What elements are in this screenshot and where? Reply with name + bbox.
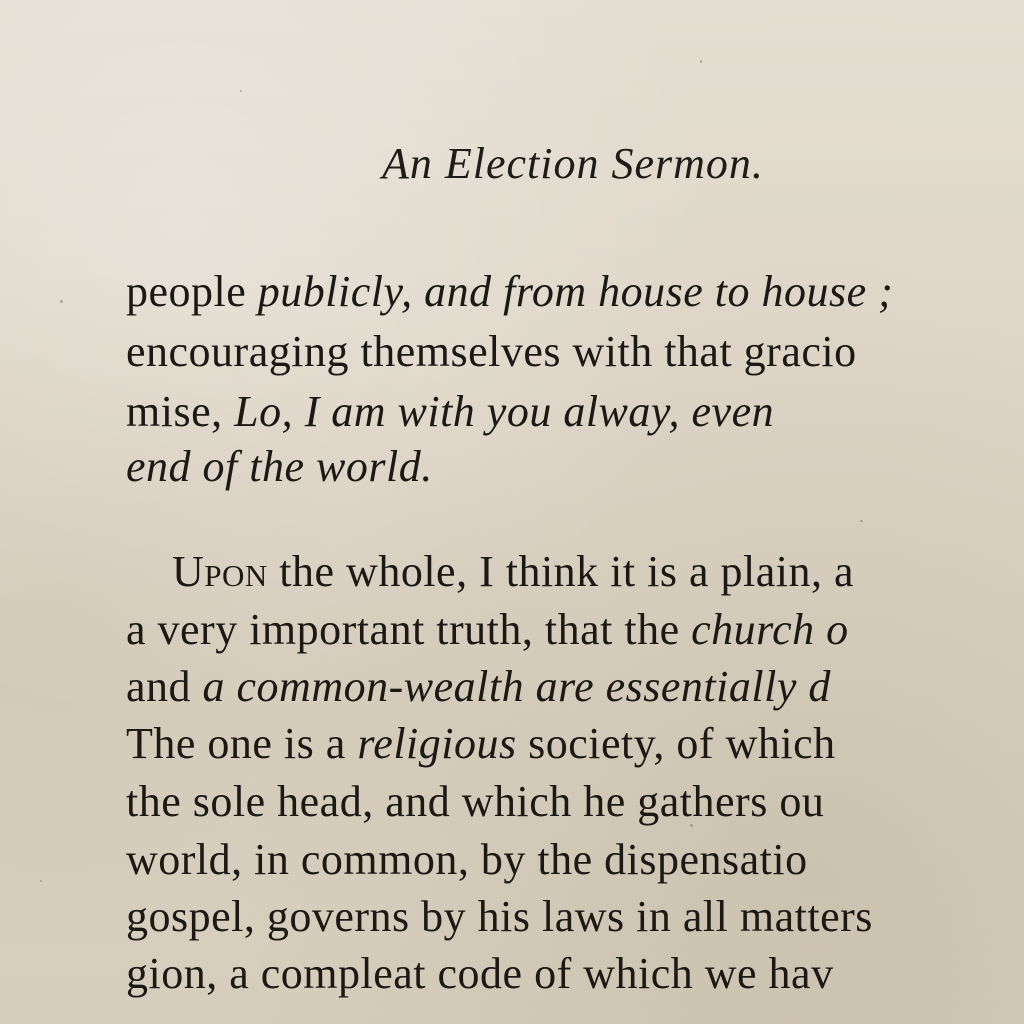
text-line <box>172 547 855 596</box>
text-span: and <box>126 662 203 711</box>
paper-speck <box>700 60 702 63</box>
small-caps-opening-word: Upon <box>172 547 268 596</box>
text-span: society, of which <box>516 719 836 768</box>
text-line <box>126 605 849 654</box>
paper-speck <box>40 880 42 882</box>
text-span: The one is a <box>126 719 358 768</box>
text-span: gospel, governs by his laws in all matters <box>126 892 873 941</box>
italic-text-span: Lo, I am with you alway, even <box>234 387 775 436</box>
text-line <box>126 892 873 941</box>
text-line <box>126 442 433 491</box>
text-span: encouraging themselves with that gracio <box>126 327 857 376</box>
text-span: world, in common, by the dispensatio <box>126 835 808 884</box>
italic-text-span: a common-wealth are essentially d <box>202 662 831 711</box>
text-span: gion, a compleat code of which we hav <box>126 949 834 998</box>
italic-text-span: end of the world. <box>126 442 433 491</box>
paper-speck <box>240 90 242 92</box>
text-line <box>126 777 825 826</box>
italic-text-span: religious <box>357 719 517 768</box>
text-span: people <box>126 267 258 316</box>
text-span: the sole head, and which he gathers ou <box>126 777 825 826</box>
text-line <box>126 387 775 436</box>
text-line <box>126 662 831 711</box>
text-span: a very important truth, that the <box>126 605 692 654</box>
italic-text-span: publicly, and from house to house ; <box>257 267 894 316</box>
text-span: mise, <box>126 387 235 436</box>
italic-text-span: church o <box>691 605 849 654</box>
paper-speck <box>60 300 63 303</box>
text-span: the whole, I think it is a plain, a <box>267 547 855 596</box>
text-line <box>126 719 836 768</box>
running-head: An Election Sermon. <box>382 139 764 188</box>
text-line <box>126 949 834 998</box>
paper-speck <box>860 520 863 522</box>
text-line <box>126 327 857 376</box>
text-line <box>126 835 808 884</box>
text-line <box>126 267 894 316</box>
